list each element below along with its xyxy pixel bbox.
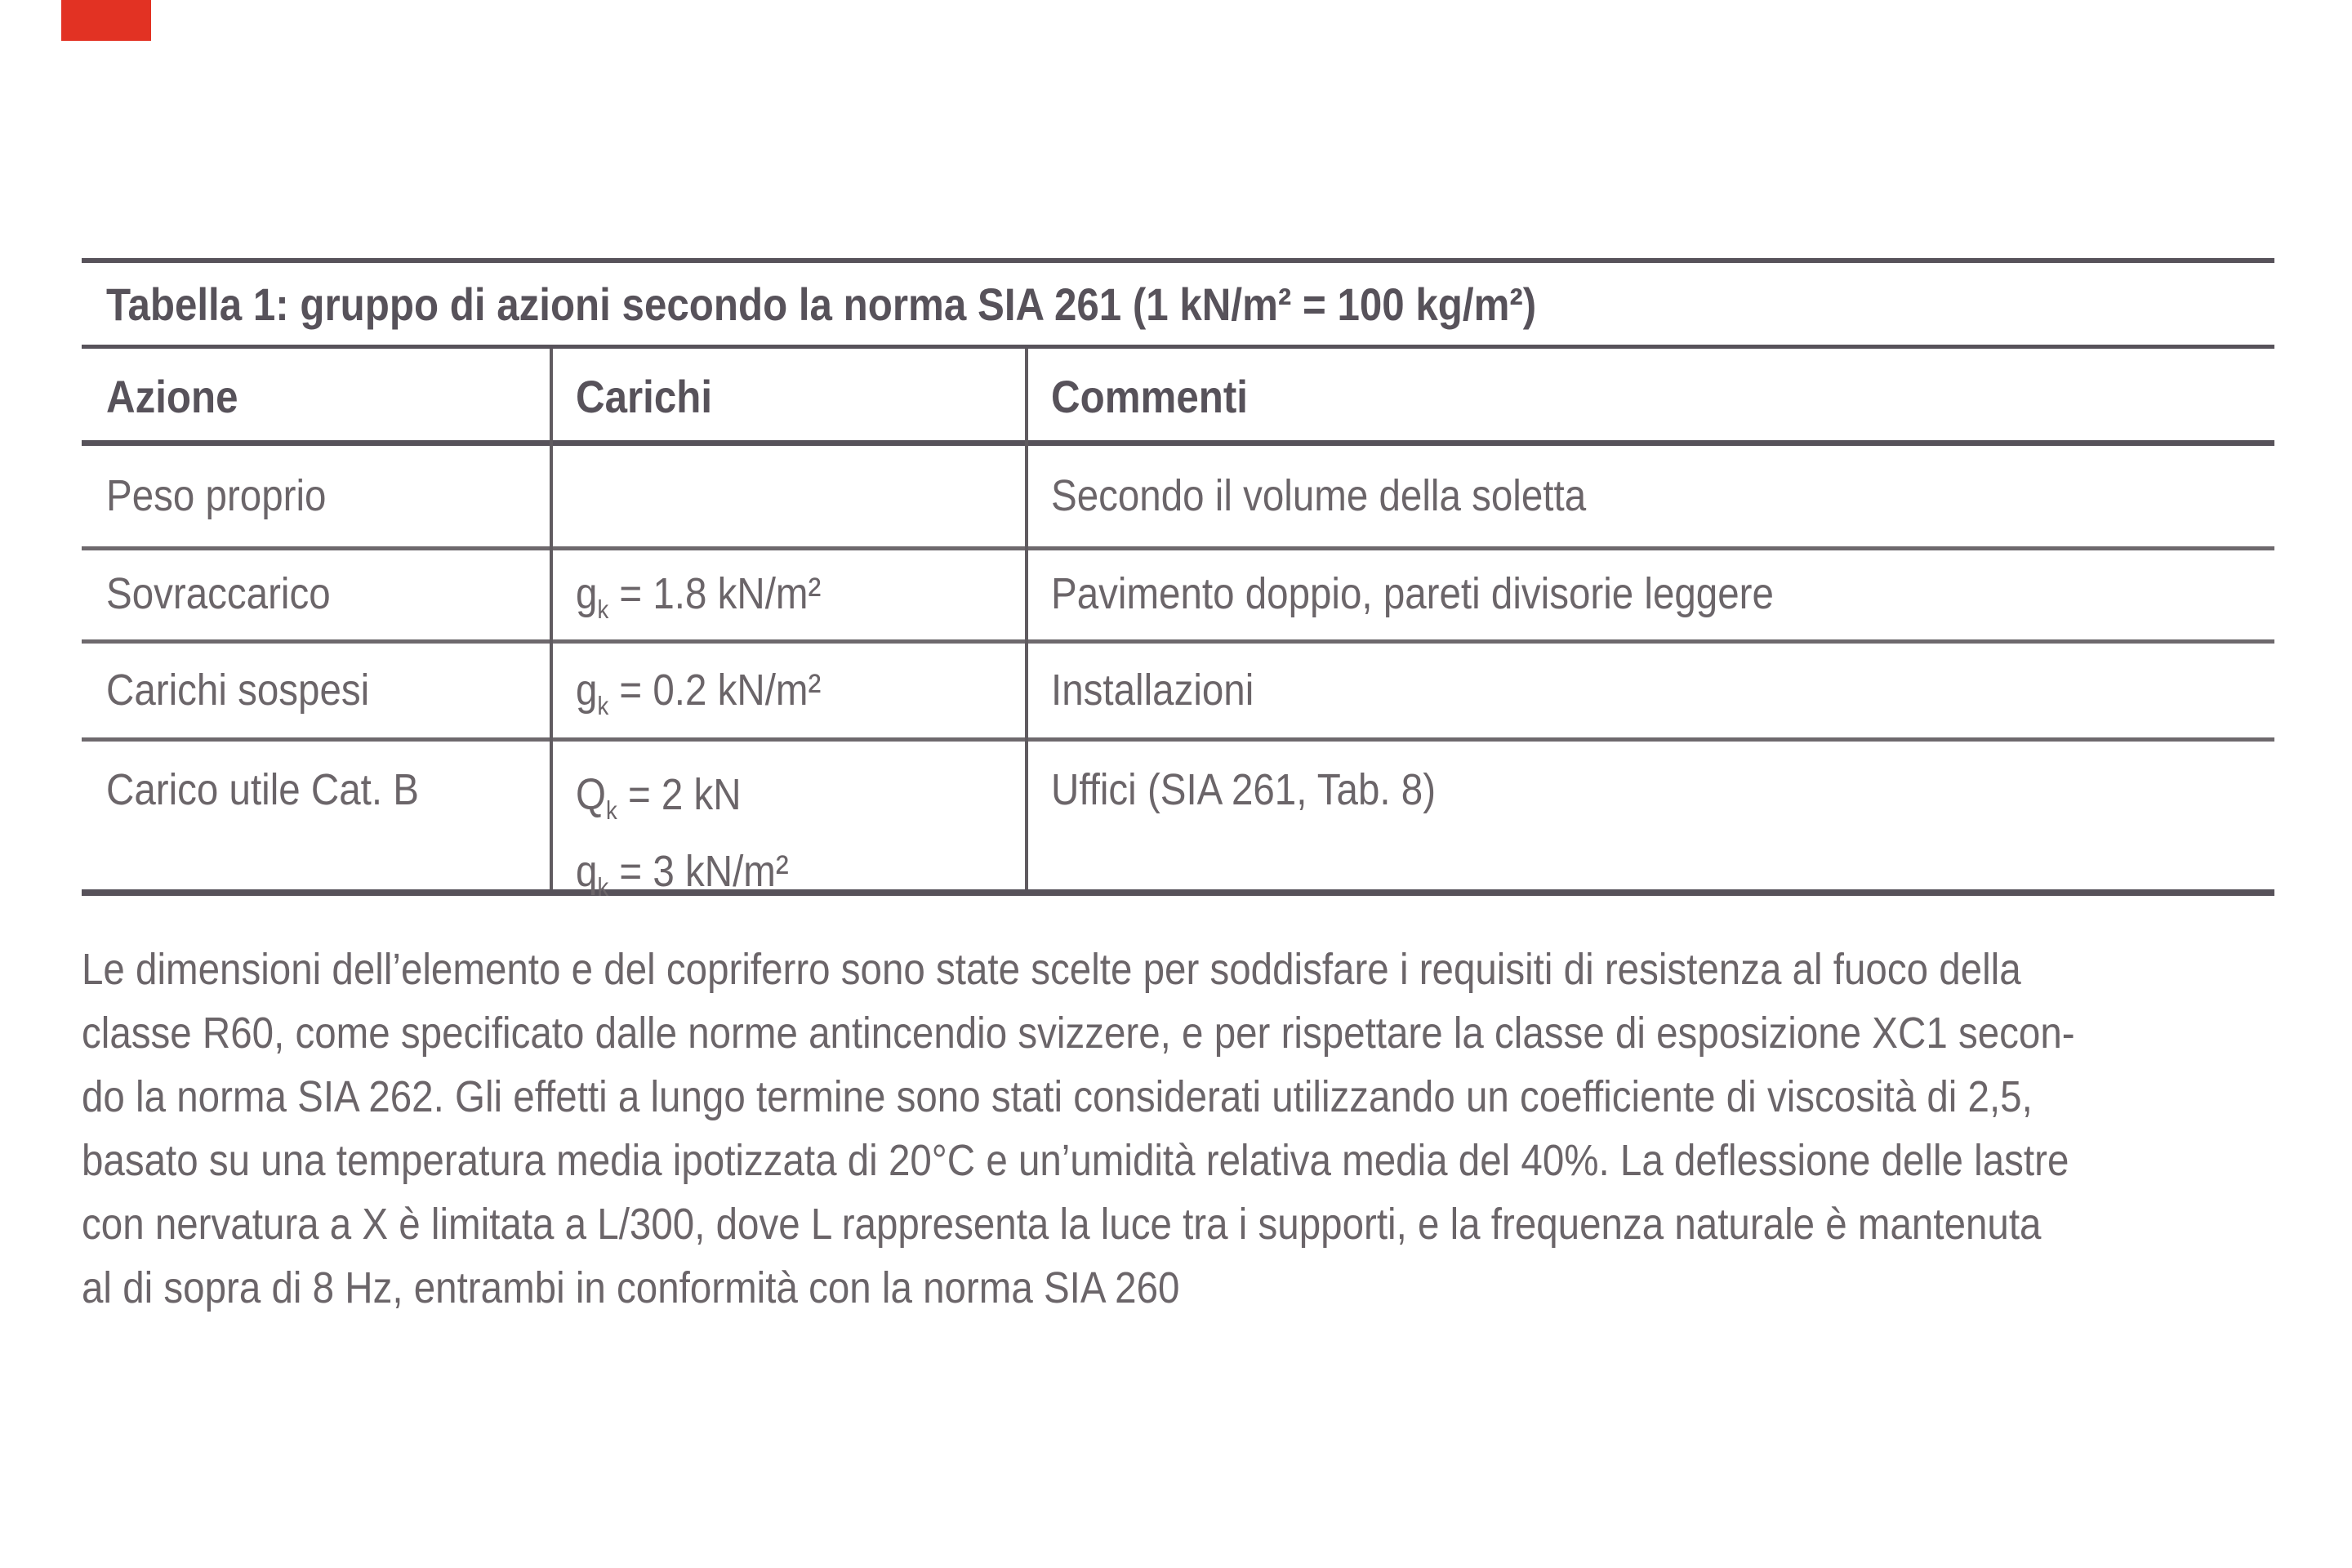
cell-commenti: Secondo il volume della soletta [1051, 471, 1587, 520]
table-row-peso-proprio [82, 446, 2274, 550]
cell-azione: Carichi sospesi [106, 666, 370, 715]
cell-commenti: Installazioni [1051, 666, 1254, 715]
table-row-sovraccarico [82, 550, 2274, 644]
cell-azione: Sovraccarico [106, 569, 331, 618]
paragraph-line: basato su una temperatura media ipotizzata di 20°C e un’umidità relativa media del 40%. La deflessione delle lastre [82, 1136, 2069, 1185]
header-cell-commenti: Commenti [1051, 371, 1248, 422]
paragraph-line: con nervatura a X è limitata a L/300, dove L rappresenta la luce tra i supporti, e la frequenza naturale è mantenuta [82, 1200, 2042, 1249]
header-cell-carichi: Carichi [576, 371, 713, 422]
table-header-row [82, 349, 2274, 446]
load-value: $g_k = 0.2$ kN/m² [576, 666, 822, 720]
cell-azione: Peso proprio [106, 471, 327, 520]
header-cell-azione: Azione [106, 371, 238, 422]
column-divider-1 [550, 349, 553, 889]
cell-carichi [551, 568, 1027, 625]
cell-carichi [551, 764, 1027, 918]
red-accent-mark [61, 0, 151, 41]
paragraph-line: Le dimensioni dell’elemento e del copriferro sono state scelte per soddisfare i requisiti di resistenza al fuoco della [82, 945, 2021, 994]
cell-commenti: Pavimento doppio, pareti divisorie leggere [1051, 569, 1774, 618]
table-row-carichi-sospesi [82, 644, 2274, 742]
body-paragraph [82, 938, 2303, 1320]
table-caption [82, 263, 2274, 349]
cell-azione: Carico utile Cat. B [106, 765, 419, 814]
table-row-carico-utile [82, 742, 2274, 902]
cell-commenti: Uffici (SIA 261, Tab. 8) [1051, 765, 1437, 814]
actions-table [82, 258, 2274, 902]
paragraph-line: classe R60, come specificato dalle norme antincendio svizzere, e per rispettare la classe di esposizione XC1 secon- [82, 1009, 2075, 1058]
load-line-2: $q_k = 3$ kN/m² [576, 846, 789, 902]
cell-carichi [551, 665, 1027, 721]
table-caption-text: Tabella 1: gruppo di azioni secondo la norma SIA 261 (1 kN/m² = 100 kg/m²) [106, 278, 1537, 330]
paragraph-line: do la norma SIA 262. Gli effetti a lungo termine sono stati considerati utilizzando un coefficiente di viscosità di 2,5, [82, 1072, 2033, 1121]
load-value: $g_k = 1.8$ kN/m² [576, 569, 822, 624]
column-divider-2 [1025, 349, 1028, 889]
load-line-1: $Q_k = 2$ kN [576, 770, 742, 825]
paragraph-line: al di sopra di 8 Hz, entrambi in conformità con la norma SIA 260 [82, 1263, 1180, 1312]
